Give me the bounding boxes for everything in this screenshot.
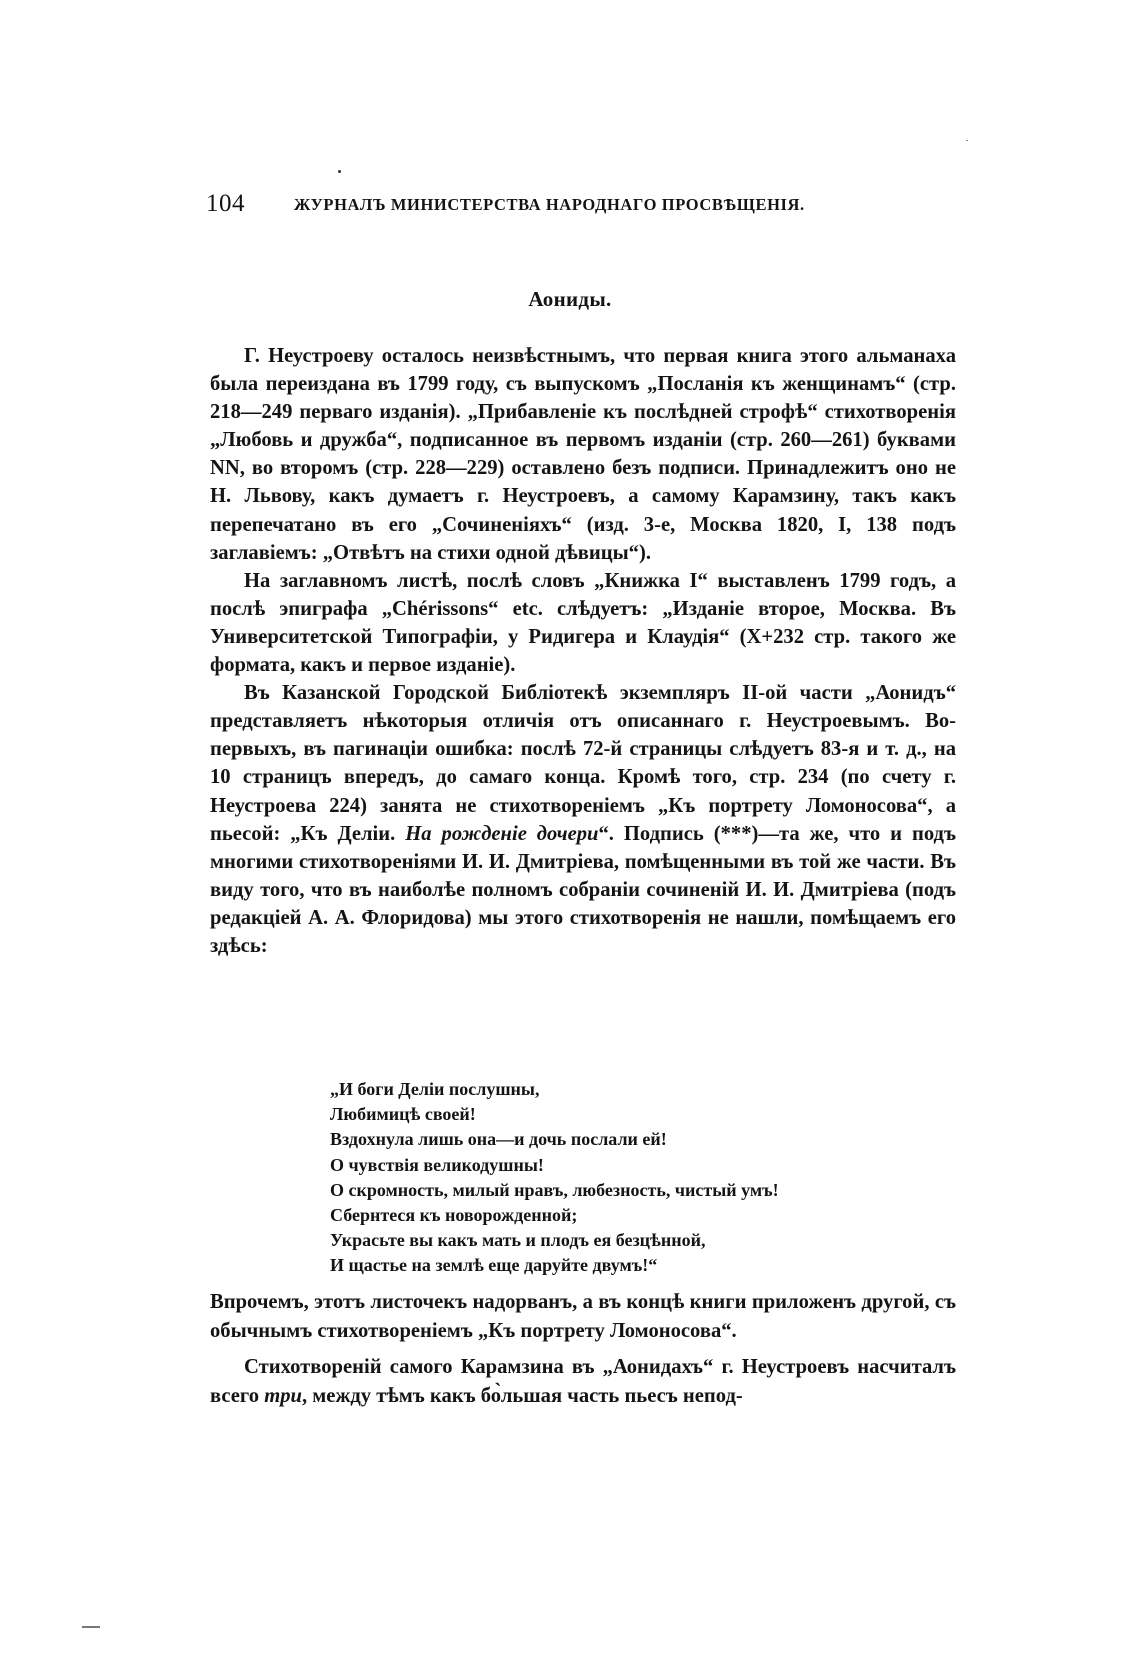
speck-mark — [966, 140, 968, 141]
section-title: Аониды. — [528, 287, 612, 311]
paragraph: Г. Неустроеву осталось неизвѣстнымъ, что первая книга этого альманаха была переиздана въ 1799 году, съ выпускомъ „Посланія къ женщинамъ“ (стр. 218—249 перваго изданія). „Прибавленіе къ послѣдней строфѣ“ стихотворенія „Любовь и дружба“, подписанное въ первомъ изданіи (стр. 260—261) буквами NN, во второмъ (стр. 228—229) оставлено безъ подписи. Принадлежитъ оно не Н. Львову, какъ думаетъ г. Неустроевъ, а самому Карамзину, такъ какъ перепечатано въ его „Сочиненіяхъ“ (изд. 3-е, Москва 1820, I, 138 подъ заглавіемъ: „Отвѣтъ на стихи одной дѣвицы“). — [210, 345, 956, 564]
paragraph-text: , между тѣмъ какъ бо̀льшая часть пьесъ непод- — [301, 1384, 743, 1407]
margin-dash — [82, 1626, 100, 1628]
paragraph-text: “. Подпись (***)—та же, что и подъ многими стихотвореніями И. И. Дмитріева, помѣщенными въ той же части. Въ виду того, что въ наиболѣе полномъ собраніи сочиненій И. И. Дмитріева (подъ редакціей А. А. Флоридова) мы этого стихотворенія не нашли, помѣщаемъ его здѣсь: — [210, 822, 956, 957]
poem-line: Вздохнула лишь она—и дочь послали ей! — [330, 1129, 667, 1150]
italic-title: На рожденіе дочери — [405, 822, 599, 845]
poem-line: О чувствія великодушны! — [330, 1154, 544, 1175]
page-number: 104 — [206, 190, 245, 217]
paragraph — [210, 1353, 956, 1410]
page-header — [206, 190, 966, 230]
paragraph-text: Стихотвореній самого Карамзина въ „Аонидахъ“ г. Неустроевъ насчиталъ всего — [210, 1356, 956, 1407]
closing-text — [210, 1288, 956, 1410]
paragraph: На заглавномъ листѣ, послѣ словъ „Книжка I“ выставленъ 1799 годъ, а послѣ эпиграфа „Chérissons“ etc. слѣдуетъ: „Изданіе второе, Москва. Въ Университетской Типографіи, у Ридигера и Клаудія“ (X+232 стр. такого же формата, какъ и первое изданіе). — [210, 569, 956, 677]
poem-line: Любимицѣ своей! — [330, 1104, 476, 1125]
paragraph-text: Въ Казанской Городской Библіотекѣ экземпляръ II-ой части „Аонидъ“ представляетъ нѣкоторыя отличія отъ описаннаго г. Неустроевымъ. Во-первыхъ, въ пагинаціи ошибка: послѣ 72-й страницы слѣдуетъ 83-я и т. д., на 10 страницъ впередъ, до самаго конца. Кромѣ того, стр. 234 (по счету г. Неустроева 224) занята не стихотвореніемъ „Къ портрету Ломоносова“, а пьесой: „Къ Деліи. — [210, 682, 956, 845]
running-title: ЖУРНАЛЪ МИНИСТЕРСТВА НАРОДНАГО ПРОСВѢЩЕНІЯ. — [294, 195, 805, 214]
poem-line: „И боги Деліи послушны, — [330, 1079, 540, 1099]
poem-line: Сбернтеся къ новорожденной; — [330, 1205, 578, 1226]
paragraph: Впрочемъ, этотъ листочекъ надорванъ, а въ концѣ книги приложенъ другой, съ обычнымъ стихотвореніемъ „Къ портрету Ломоносова“. — [210, 1291, 956, 1342]
italic-word: три — [264, 1384, 302, 1407]
paragraph — [210, 679, 956, 960]
speck-mark — [338, 170, 341, 173]
poem-line: Украсьте вы какъ мать и плодъ ея безцѣнной, — [330, 1230, 706, 1251]
poem-line: И щастье на землѣ еще даруйте двумъ!“ — [330, 1255, 658, 1276]
poem-block — [330, 1077, 890, 1279]
body-text — [210, 342, 956, 960]
poem-line: О скромность, милый нравъ, любезность, чистый умъ! — [330, 1179, 779, 1200]
